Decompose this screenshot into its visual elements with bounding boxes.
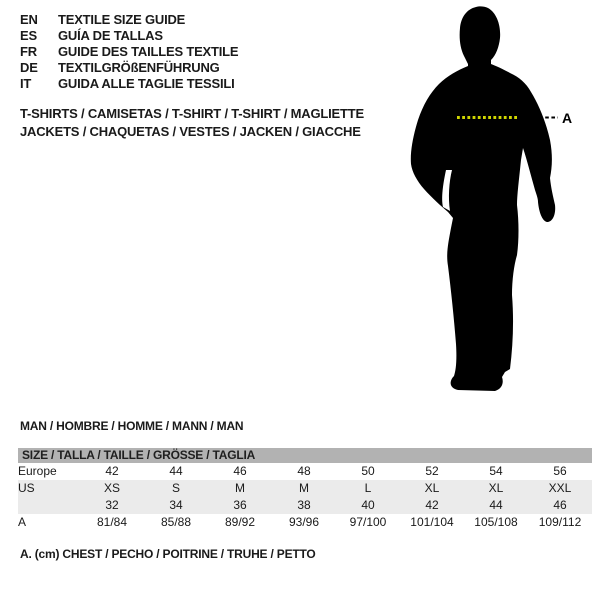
size-cell: 85/88 xyxy=(160,515,192,529)
row-label: Europe xyxy=(18,464,57,478)
size-cell: 101/104 xyxy=(410,515,454,529)
language-label: GUIDE DES TAILLES TEXTILE xyxy=(58,44,239,59)
size-table-header: SIZE / TALLA / TAILLE / GRÖSSE / TAGLIA xyxy=(18,448,592,463)
size-cell: 50 xyxy=(361,464,375,478)
language-label: GUIDA ALLE TAGLIE TESSILI xyxy=(58,76,235,91)
row-label: US xyxy=(18,480,80,497)
size-cell: 48 xyxy=(297,464,311,478)
section-title-man: MAN / HOMBRE / HOMME / MANN / MAN xyxy=(20,419,244,433)
size-cell: L xyxy=(336,480,400,497)
language-row-it xyxy=(20,76,238,92)
language-label: GUÍA DE TALLAS xyxy=(58,28,163,43)
size-cell: 34 xyxy=(144,497,208,514)
size-cell: 40 xyxy=(336,497,400,514)
category-line-jackets: JACKETS / CHAQUETAS / VESTES / JACKEN / GIACCHE xyxy=(20,124,361,139)
size-cell: 42 xyxy=(400,497,464,514)
size-cell: 81/84 xyxy=(96,515,128,529)
table-row-europe xyxy=(18,463,592,480)
language-label: TEXTILE SIZE GUIDE xyxy=(58,12,186,27)
size-cell: 32 xyxy=(80,497,144,514)
size-cell: 46 xyxy=(233,464,247,478)
size-table xyxy=(18,448,592,531)
row-label: A xyxy=(18,515,27,529)
row-label xyxy=(18,497,80,514)
size-cell: 56 xyxy=(553,464,567,478)
size-cell: S xyxy=(144,480,208,497)
language-row-es xyxy=(20,28,238,44)
size-cell: XS xyxy=(80,480,144,497)
size-cell: 36 xyxy=(208,497,272,514)
table-row-us xyxy=(18,480,592,497)
man-silhouette-figure xyxy=(388,0,600,400)
size-cell: 44 xyxy=(464,497,528,514)
size-cell: 54 xyxy=(489,464,503,478)
table-row-chest-cm xyxy=(18,514,592,531)
language-list xyxy=(20,12,238,92)
size-cell: 109/112 xyxy=(538,515,582,529)
size-cell: XXL xyxy=(528,480,592,497)
language-row-en xyxy=(20,12,238,28)
language-code: FR xyxy=(20,44,37,59)
size-cell: 38 xyxy=(272,497,336,514)
language-row-de xyxy=(20,60,238,76)
size-cell: XL xyxy=(464,480,528,497)
language-row-fr xyxy=(20,44,238,60)
size-cell: M xyxy=(272,480,336,497)
size-cell: 105/108 xyxy=(474,515,518,529)
language-code: IT xyxy=(20,76,32,91)
size-cell: 97/100 xyxy=(349,515,387,529)
measurement-footnote: A. (cm) CHEST / PECHO / POITRINE / TRUHE / PETTO xyxy=(20,547,316,561)
size-cell: 46 xyxy=(528,497,592,514)
language-label: TEXTILGRÖßENFÜHRUNG xyxy=(58,60,220,75)
size-table-container xyxy=(18,448,592,531)
language-code: EN xyxy=(20,12,38,27)
size-cell: 44 xyxy=(169,464,183,478)
garment-categories xyxy=(20,105,364,141)
size-cell: 42 xyxy=(105,464,119,478)
language-code: DE xyxy=(20,60,38,75)
category-line-tshirts: T-SHIRTS / CAMISETAS / T-SHIRT / T-SHIRT / MAGLIETTE xyxy=(20,106,364,121)
size-cell: M xyxy=(208,480,272,497)
table-row-us-numeric xyxy=(18,497,592,514)
language-code: ES xyxy=(20,28,37,43)
chest-measure-label: A xyxy=(562,110,573,126)
size-cell: 52 xyxy=(425,464,439,478)
size-cell: XL xyxy=(400,480,464,497)
man-silhouette xyxy=(411,6,555,391)
size-cell: 89/92 xyxy=(224,515,256,529)
size-table-header-row xyxy=(18,448,592,463)
size-cell: 93/96 xyxy=(288,515,320,529)
